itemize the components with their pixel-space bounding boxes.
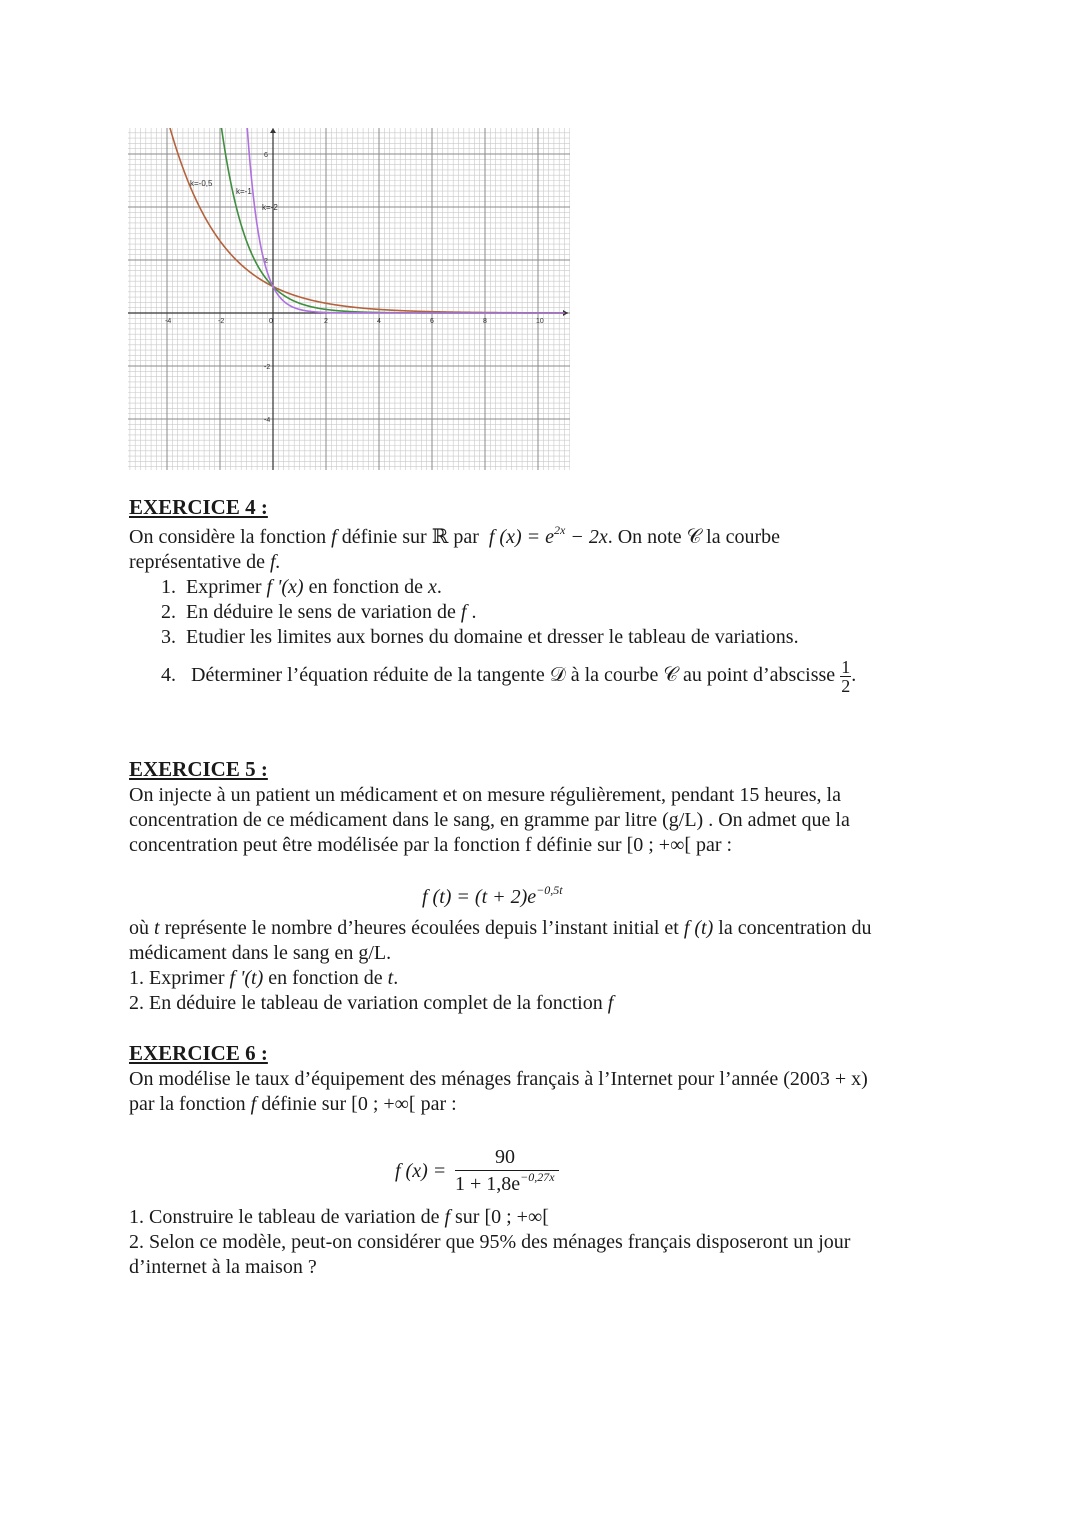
- exercise-4-item-1: 1. Exprimer f '(x) en fonction de x.: [161, 576, 442, 598]
- y-tick-label: -4: [264, 417, 271, 424]
- y-tick-label: 6: [264, 152, 268, 159]
- curve-label: k=-1: [236, 187, 252, 196]
- exercise-5-p2: concentration de ce médicament dans le sang, en gramme par litre (g/L) . On admet que la: [129, 809, 850, 831]
- y-axis-arrow: [270, 128, 276, 133]
- y-tick-label: -2: [264, 364, 271, 371]
- exercise-5-q2: 2. En déduire le tableau de variation complet de la fonction f: [129, 992, 614, 1014]
- exercise-5-p1: On injecte à un patient un médicament et on mesure régulièrement, pendant 15 heures, la: [129, 784, 841, 806]
- exercise-6-q2a: 2. Selon ce modèle, peut-on considérer que 95% des ménages français disposeront un jour: [129, 1231, 851, 1253]
- intro-function: f: [331, 526, 337, 548]
- exercise-5-questions: [129, 916, 959, 1016]
- x-tick-label: 2: [324, 318, 328, 325]
- exercise-4-intro: [129, 525, 959, 550]
- intro-formula: f $(x) = e^{2x} - 2x$: [488, 523, 608, 548]
- exercise-6-p1: On modélise le taux d’équipement des ménages français à l’Internet pour l’année (2003 + x): [129, 1068, 868, 1090]
- exercise-6-q2b: d’internet à la maison ?: [129, 1256, 317, 1278]
- fraction-one-half: $\frac{1}{2}$: [841, 657, 851, 696]
- graph-tick-labels: [165, 152, 544, 424]
- exercise-5-p3: concentration peut être modélisée par la fonction f définie sur [0 ; +∞[ par :: [129, 834, 733, 856]
- intro-text: On considère la fonction: [129, 526, 327, 548]
- exercise-5-title: EXERCICE 5 :: [129, 757, 268, 781]
- exercise-5-p5: médicament dans le sang en g/L.: [129, 942, 392, 964]
- x-tick-label: 10: [536, 318, 544, 325]
- x-tick-label: 8: [483, 318, 487, 325]
- x-tick-label: -2: [218, 318, 225, 325]
- x-tick-label: 0: [269, 318, 273, 325]
- exercise-6-q1: 1. Construire le tableau de variation de f sur [0 ; +∞[: [129, 1206, 549, 1228]
- exercise-6: [129, 1041, 959, 1117]
- exercise-4-title: EXERCICE 4 :: [129, 495, 268, 519]
- exercise-4-item-2: 2. En déduire le sens de variation de f .: [161, 601, 477, 623]
- intro-text-2: définie sur ℝ par: [341, 526, 479, 548]
- curve-k=-0,5: [169, 128, 564, 313]
- curve-label: k=-2: [262, 203, 278, 212]
- function-graph: [128, 128, 570, 470]
- exercise-6-title: EXERCICE 6 :: [129, 1041, 268, 1065]
- x-tick-label: 6: [430, 318, 434, 325]
- exercise-5-p4: où t représente le nombre d’heures écoulées depuis l’instant initial et f (t) la concentration du: [129, 917, 872, 939]
- x-tick-label: -4: [165, 318, 172, 325]
- exercise-5: [129, 757, 959, 858]
- y-tick-label: 2: [264, 258, 268, 265]
- exercise-4-item-4: 4. Déterminer l’équation réduite de la tangente 𝒟 à la courbe 𝒞 au point d’abscisse $\frac{1}{2}$ .: [161, 657, 857, 696]
- intro-text-3: . On note 𝒞 la courbe: [607, 526, 781, 548]
- curve-label: k=-0,5: [190, 179, 213, 188]
- graph-curves: [169, 128, 564, 313]
- exercise-6-questions: [129, 1205, 959, 1280]
- exercise-4-intro-2: représentative de f.: [129, 551, 281, 573]
- x-tick-label: 4: [377, 318, 381, 325]
- exercise-4-item-3: 3. Etudier les limites aux bornes du domaine et dresser le tableau de variations.: [161, 626, 799, 648]
- exercise-4: [129, 495, 959, 695]
- exercise-5-q1: 1. Exprimer f '(t) en fonction de t.: [129, 967, 399, 989]
- exercise-6-p2: par la fonction f définie sur [0 ; +∞[ par :: [129, 1093, 457, 1115]
- exercise-5-formula: f $(t) = (t + 2)e^{-0,5t}$: [422, 883, 563, 908]
